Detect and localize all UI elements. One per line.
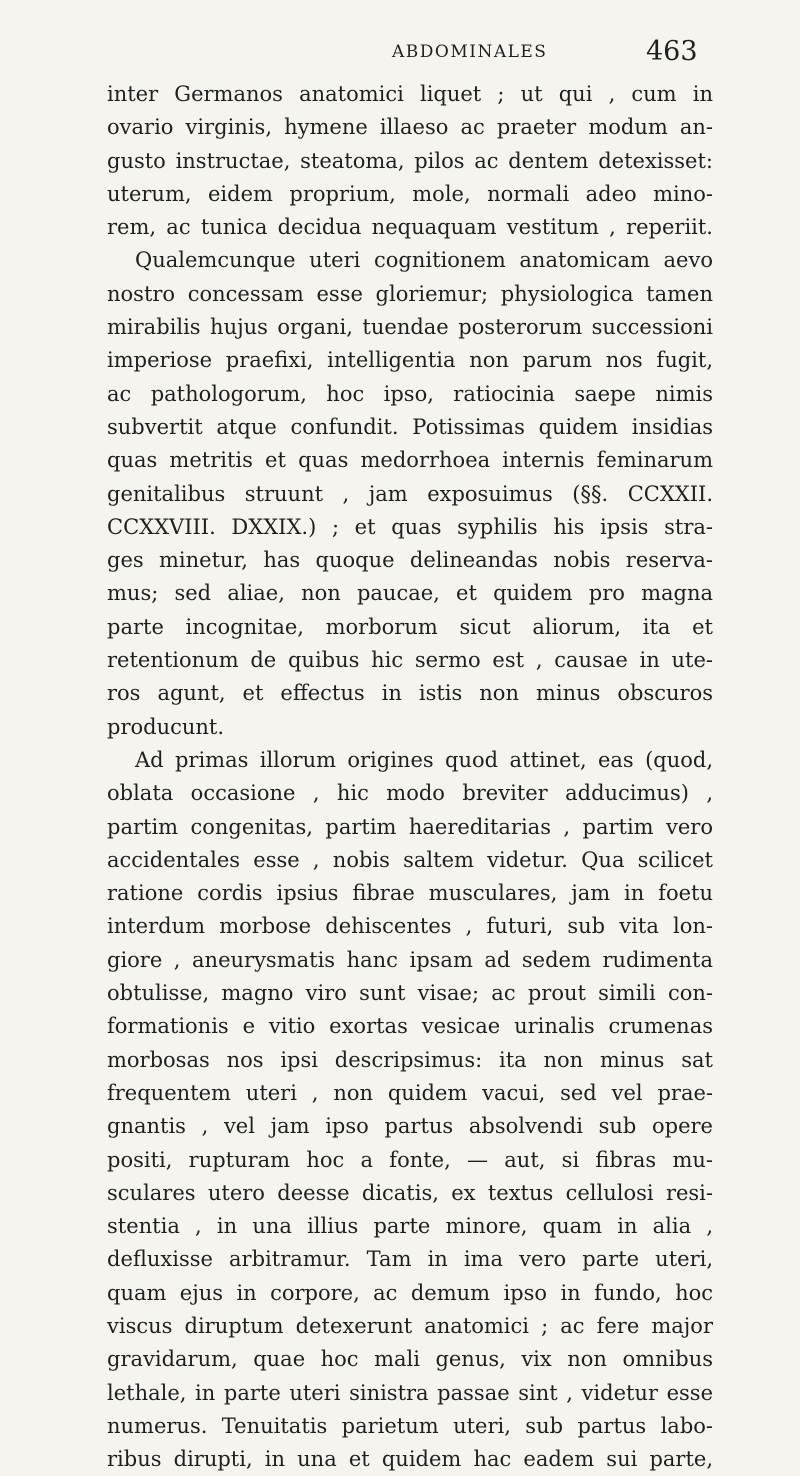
text-line: obtulisse, magno viro sunt visae; ac prout simili con-: [107, 981, 713, 1006]
text-line: subvertit atque confundit. Potissimas quidem insidias: [107, 414, 713, 439]
text-line: quas metritis et quas medorrhoea internis feminarum: [107, 448, 713, 473]
text-line: numerus. Tenuitatis parietum uteri, sub partus labo-: [107, 1413, 713, 1438]
running-head: ABDOMINALES: [392, 42, 548, 62]
text-line: accidentales esse , nobis saltem videtur. Qua scilicet: [107, 847, 713, 872]
body-text: [107, 78, 713, 1476]
text-line: gusto instructae, steatoma, pilos ac dentem detexisset:: [107, 148, 713, 173]
text-line: partim congenitas, partim haereditarias , partim vero: [107, 814, 713, 839]
text-line: nostro concessam esse gloriemur; physiologica tamen: [107, 281, 713, 306]
text-line: gnantis , vel jam ipso partus absolvendi sub opere: [107, 1114, 713, 1139]
text-line: giore , aneurysmatis hanc ipsam ad sedem rudimenta: [107, 947, 713, 972]
text-line: quam ejus in corpore, ac demum ipso in fundo, hoc: [107, 1280, 713, 1305]
text-line: sculares utero deesse dicatis, ex textus cellulosi resi-: [107, 1180, 713, 1205]
text-line: interdum morbose dehiscentes , futuri, sub vita lon-: [107, 914, 713, 939]
text-line: uterum, eidem proprium, mole, normali adeo mino-: [107, 181, 713, 206]
text-line: defluxisse arbitramur. Tam in ima vero parte uteri,: [107, 1247, 713, 1272]
text-line: ac pathologorum, hoc ipso, ratiocinia saepe nimis: [107, 381, 713, 406]
text-line: oblata occasione , hic modo breviter adducimus) ,: [107, 781, 713, 806]
text-line: Qualemcunque uteri cognitionem anatomicam aevo: [135, 248, 713, 273]
text-line: ges minetur, has quoque delineandas nobis reserva-: [107, 548, 713, 573]
text-line: gravidarum, quae hoc mali genus, vix non omnibus: [107, 1347, 713, 1372]
text-line: ros agunt, et effectus in istis non minus obscuros: [107, 681, 713, 706]
text-line: producunt.: [107, 714, 225, 739]
text-line: mus; sed aliae, non paucae, et quidem pro magna: [107, 581, 713, 606]
text-line: inter Germanos anatomici liquet ; ut qui , cum in: [107, 82, 713, 106]
text-line: lethale, in parte uteri sinistra passae sint , videtur esse: [107, 1380, 713, 1405]
text-line: morbosas nos ipsi descripsimus: ita non minus sat: [107, 1047, 713, 1072]
text-line: imperiose praefixi, intelligentia non parum nos fugit,: [107, 348, 713, 373]
text-line: parte incognitae, morborum sicut aliorum, ita et: [107, 614, 713, 639]
text-line: mirabilis hujus organi, tuendae posterorum successioni: [107, 315, 713, 340]
text-line: Ad primas illorum origines quod attinet, eas (quod,: [135, 747, 713, 772]
text-line: ovario virginis, hymene illaeso ac praeter modum an-: [107, 115, 713, 140]
text-line: positi, rupturam hoc a fonte, — aut, si fibras mu-: [107, 1147, 713, 1172]
text-line: rem, ac tunica decidua nequaquam vestitum , reperiit.: [107, 215, 713, 240]
text-line: formationis e vitio exortas vesicae urinalis crumenas: [107, 1014, 713, 1039]
text-line: genitalibus struunt , jam exposuimus (§§. CCXXII.: [107, 481, 713, 506]
text-line: viscus diruptum detexerunt anatomici ; ac fere major: [107, 1313, 713, 1338]
text-line: frequentem uteri , non quidem vacui, sed vel prae-: [107, 1080, 713, 1105]
text-line: CCXXVIII. DXXIX.) ; et quas syphilis his ipsis stra-: [107, 514, 713, 539]
text-line: stentia , in una illius parte minore, quam in alia ,: [107, 1214, 713, 1239]
text-line: ratione cordis ipsius fibrae musculares, jam in foetu: [107, 881, 713, 906]
text-line: ribus dirupti, in una et quidem hac eadem sui parte,: [107, 1447, 713, 1472]
page-number: 463: [646, 36, 698, 67]
text-line: retentionum de quibus hic sermo est , causae in ute-: [107, 648, 713, 673]
